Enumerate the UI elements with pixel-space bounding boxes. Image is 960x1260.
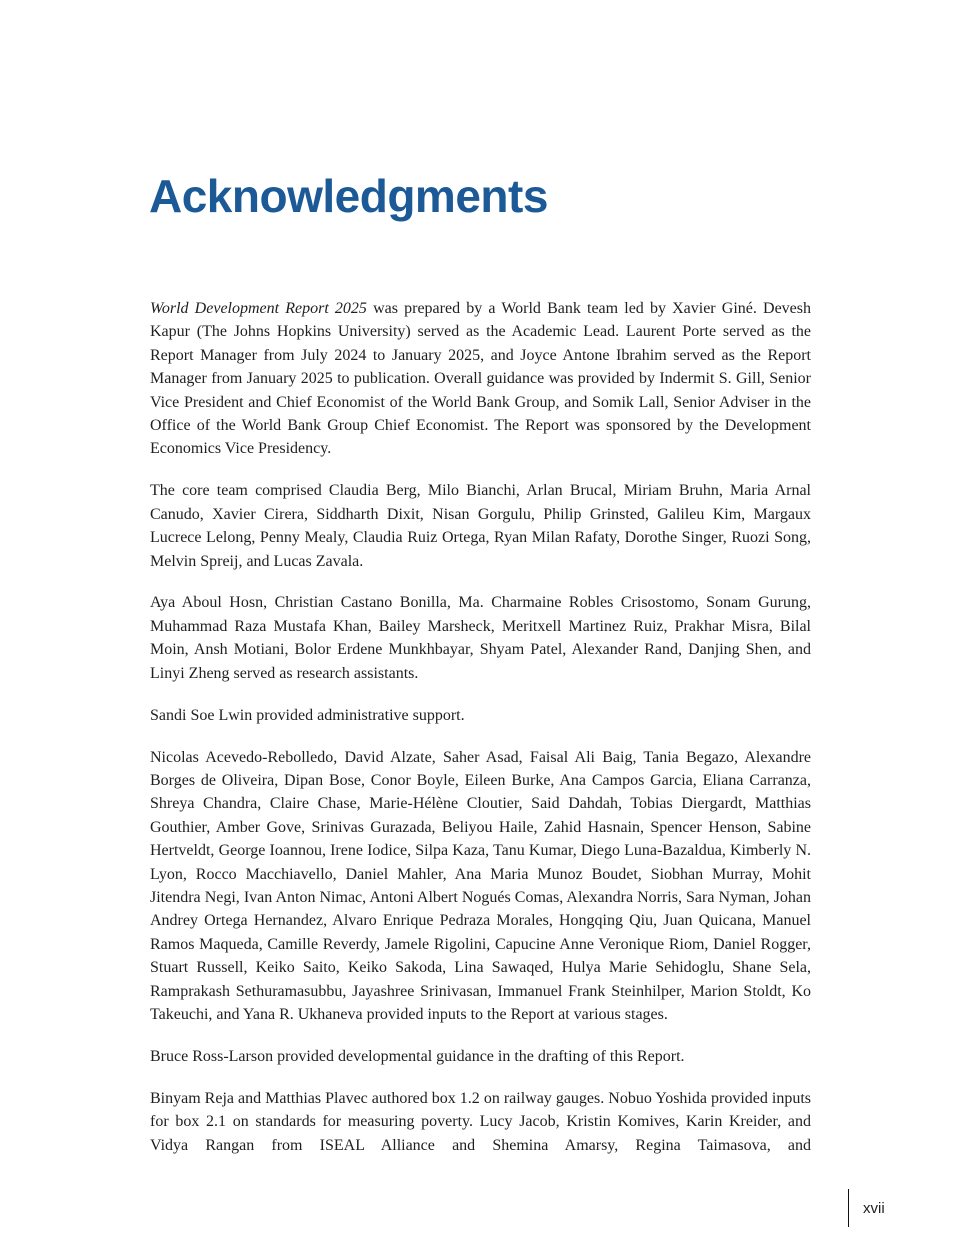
intro-text: was prepared by a World Bank team led by Xavier Giné. Devesh Kapur (The Johns Hopkins University) served as the Academic Lead. Laurent Porte served as the Report Manager from July 2024 to January 2025, and Joyce Antone Ibrahim served as the Report Manager from January 2025 to publication. Overall guidance was provided by Indermit S. Gill, Senior Vice President and Chief Economist of the World Bank Group, and Somik Lall, Senior Adviser in the Office of the World Bank Group Chief Economist. The Report was sponsored by the Development Economics Vice Presidency. [150,300,812,458]
paragraph-box-authors: Binyam Reja and Matthias Plavec authored box 1.2 on railway gauges. Nobuo Yoshida provided inputs for box 2.1 on standards for measuring poverty. Lucy Jacob, Kristin Komives, Karin Kreider, and Vidya Rangan from ISEAL Alliance and Shemina Amarsy, Regina Taimasova, and [150,1089,811,1154]
paragraph-intro [150,297,811,461]
page-footer [848,1189,885,1227]
paragraph-research-assistants: Aya Aboul Hosn, Christian Castano Bonilla, Ma. Charmaine Robles Crisostomo, Sonam Gurung, Muhammad Raza Mustafa Khan, Bailey Marsheck, Meritxell Martinez Ruiz, Prakhar Misra, Bilal Moin, Ansh Motiani, Bolor Erdene Munkhbayar, Shyam Patel, Alexander Rand, Danjing Shen, and Linyi Zheng served as research assistants. [150,594,811,682]
paragraph-developmental-guidance: Bruce Ross-Larson provided developmental guidance in the drafting of this Report. [150,1047,685,1065]
body-text [150,297,811,1176]
paragraph-contributors: Nicolas Acevedo-Rebolledo, David Alzate, Saher Asad, Faisal Ali Baig, Tania Begazo, Alexandre Borges de Oliveira, Dipan Bose, Conor Boyle, Eileen Burke, Ana Campos Garcia, Eliana Carranza, Shreya Chandra, Claire Chase, Marie-Hélène Cloutier, Said Dahdah, Tobias Diergardt, Matthias Gouthier, Amber Gove, Srinivas Gurazada, Beliyou Haile, Zahid Hasnain, Spencer Henson, Sabine Hertveldt, George Ioannou, Irene Iodice, Silpa Kaza, Tanu Kumar, Diego Luna-Bazaldua, Kimberly N. Lyon, Rocco Macchiavello, Daniel Mahler, Ana Maria Munoz Boudet, Siobhan Murray, Mohit Jitendra Negi, Ivan Anton Nimac, Antoni Albert Nogués Comas, Alexandra Norris, Sara Nyman, Johan Andrey Ortega Hernandez, Alvaro Enrique Pedraza Morales, Hongqing Qiu, Juan Quicana, Manuel Ramos Maqueda, Camille Reverdy, Jamele Rigolini, Capucine Anne Veronique Riom, Daniel Rogger, Stuart Russell, Keiko Saito, Keiko Sakoda, Lina Sawaqed, Hulya Marie Sehidoglu, Shane Sela, Ramprakash Sethuramasubbu, Jayashree Srinivasan, Immanuel Frank Steinhilper, Marion Stoldt, Ko Takeuchi, and Yana R. Ukhaneva provided inputs to the Report at various stages. [150,748,811,1023]
page-number: xvii [863,1199,885,1217]
page-title: Acknowledgments [149,170,548,222]
paragraph-admin-support: Sandi Soe Lwin provided administrative support. [150,706,465,724]
report-title-italic: World Development Report 2025 [150,300,367,317]
paragraph-core-team: The core team comprised Claudia Berg, Milo Bianchi, Arlan Brucal, Miriam Bruhn, Maria Arnal Canudo, Xavier Cirera, Siddharth Dixit, Nisan Gorgulu, Philip Grinsted, Galileu Kim, Margaux Lucrece Lelong, Penny Mealy, Claudia Ruiz Ortega, Ryan Milan Rafaty, Dorothe Singer, Ruozi Song, Melvin Spreij, and Lucas Zavala. [150,482,811,570]
